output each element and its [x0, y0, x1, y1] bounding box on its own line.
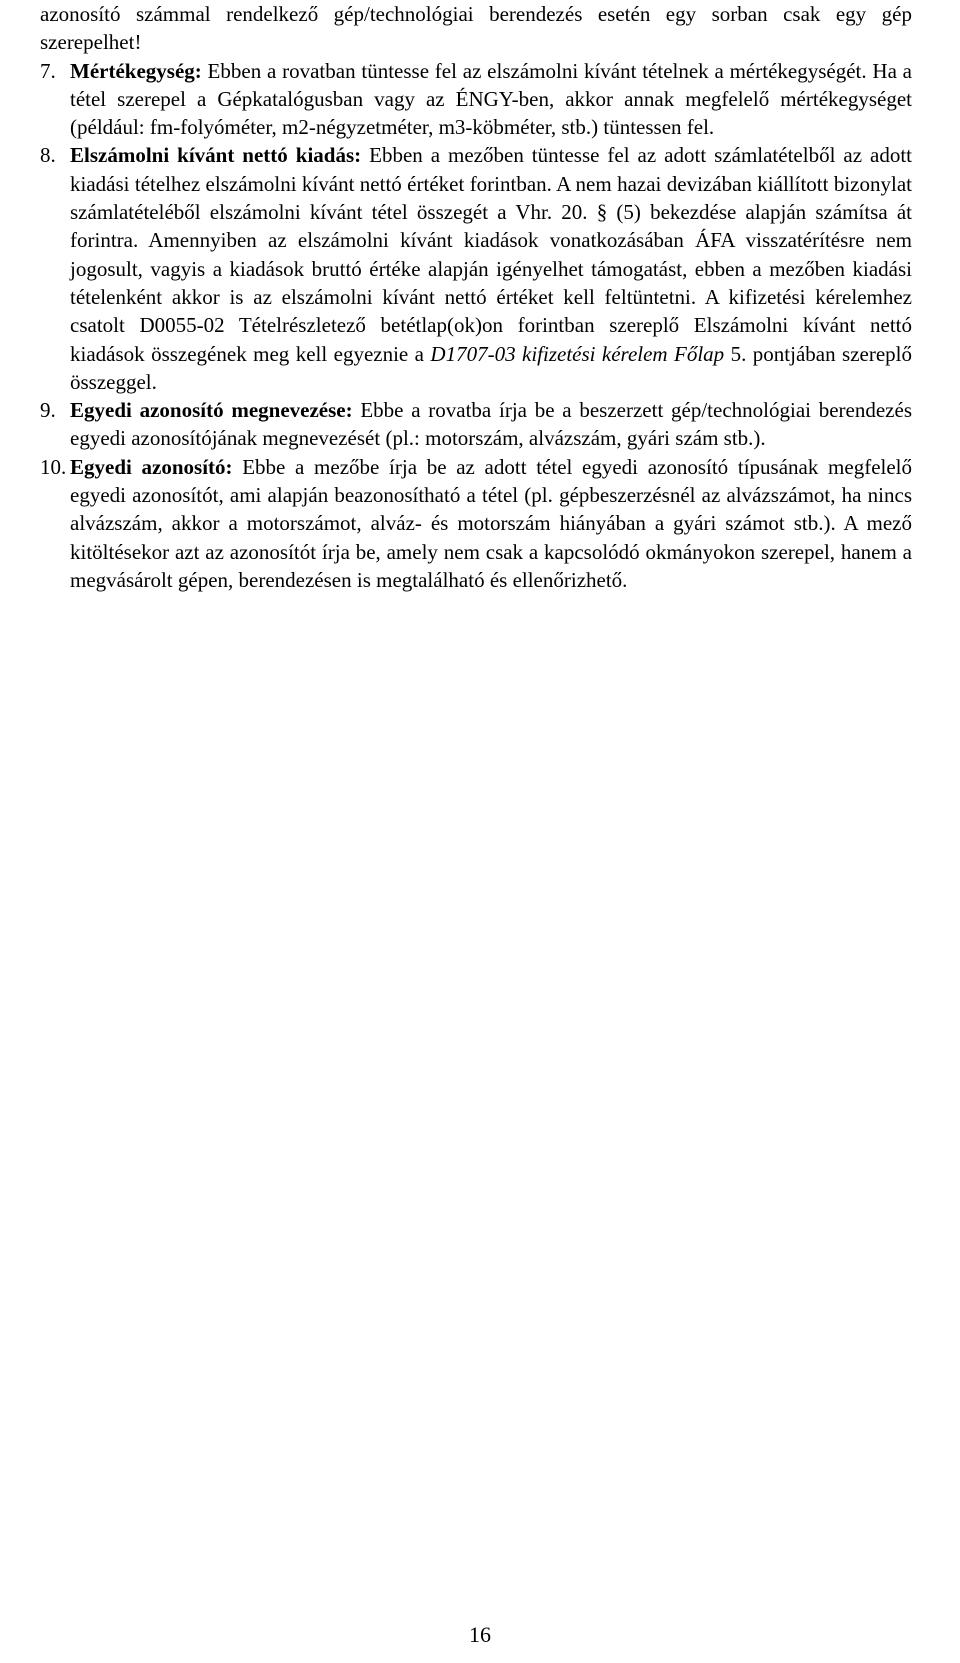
item-heading: Elszámolni kívánt nettó kiadás:	[70, 143, 362, 168]
form-reference: D1707-03 kifizetési kérelem Főlap	[430, 341, 725, 366]
list-item-8	[40, 141, 912, 396]
item-heading: Egyedi azonosító megnevezése:	[70, 398, 353, 423]
item-body	[70, 453, 912, 594]
item-body	[70, 396, 912, 453]
item-number: 10.	[40, 454, 67, 479]
item-body	[70, 141, 912, 396]
item-heading: Egyedi azonosító:	[70, 454, 233, 479]
document-page	[40, 0, 912, 594]
page-number: 16	[469, 1622, 491, 1647]
intro-paragraph: azonosító számmal rendelkező gép/technológiai berendezés esetén egy sorban csak egy gép szerepelhet!	[40, 2, 912, 55]
item-heading: Mértékegység:	[70, 58, 202, 83]
item-text: Ebbe a mezőbe írja be az adott tétel egyedi azonosító típusának megfelelő egyedi azonosítót, ami alapján beazonosítható a tétel (pl. gépbeszerzésnél az alvázszámot, ha nincs alvázszám, akkor a motorszámot, alváz- és motorszám hiányában a gyári számot stb.). A mező kitöltésekor azt az azonosítót írja be, amely nem csak a kapcsolódó okmányokon szerepel, hanem a megvásárolt gépen, berendezésen is megtalálható és ellenőrizhető.	[70, 454, 912, 592]
item-number: 8.	[40, 143, 56, 168]
item-body	[70, 57, 912, 142]
item-number: 7.	[40, 58, 56, 83]
list-item-10	[40, 453, 912, 594]
item-number: 9.	[40, 398, 56, 423]
list-item-9	[40, 396, 912, 453]
item-text: Ebbe a rovatba írja be a beszerzett gép/technológiai berendezés egyedi azonosítójának megnevezését (pl.: motorszám, alvázszám, gyári szám stb.).	[70, 398, 912, 451]
item-text-tail: 5. pontjában szereplő összeggel.	[70, 341, 912, 394]
item-text: Ebben a rovatban tüntesse fel az elszámolni kívánt tételnek a mértékegységét. Ha a tétel szerepel a Gépkatalógusban vagy az ÉNGY-ben, akkor annak megfelelő mértékegységet (például: fm-folyóméter, m2-négyzetméter, m3-köbméter, stb.) tüntessen fel.	[70, 58, 912, 140]
item-text: Ebben a mezőben tüntesse fel az adott számlatételből az adott kiadási tételhez elszámolni kívánt nettó értéket forintban. A nem hazai devizában kiállított bizonylat számlatételéből elszámolni kívánt tétel összegét a Vhr. 20. § (5) bekezdése alapján számítsa át forintra. Amennyiben az elszámolni kívánt kiadások vonatkozásában ÁFA visszatérítésre nem jogosult, vagyis a kiadások bruttó értéke alapján igényelhet támogatást, ebben a mezőben kiadási tételenként akkor is az elszámolni kívánt nettó értéket kell feltüntetni. A kifizetési kérelemhez csatolt D0055-02 Tételrészletező betétlap(ok)on forintban szereplő Elszámolni kívánt nettó kiadások összegének meg kell egyeznie a	[70, 143, 912, 366]
list-item-7	[40, 57, 912, 142]
